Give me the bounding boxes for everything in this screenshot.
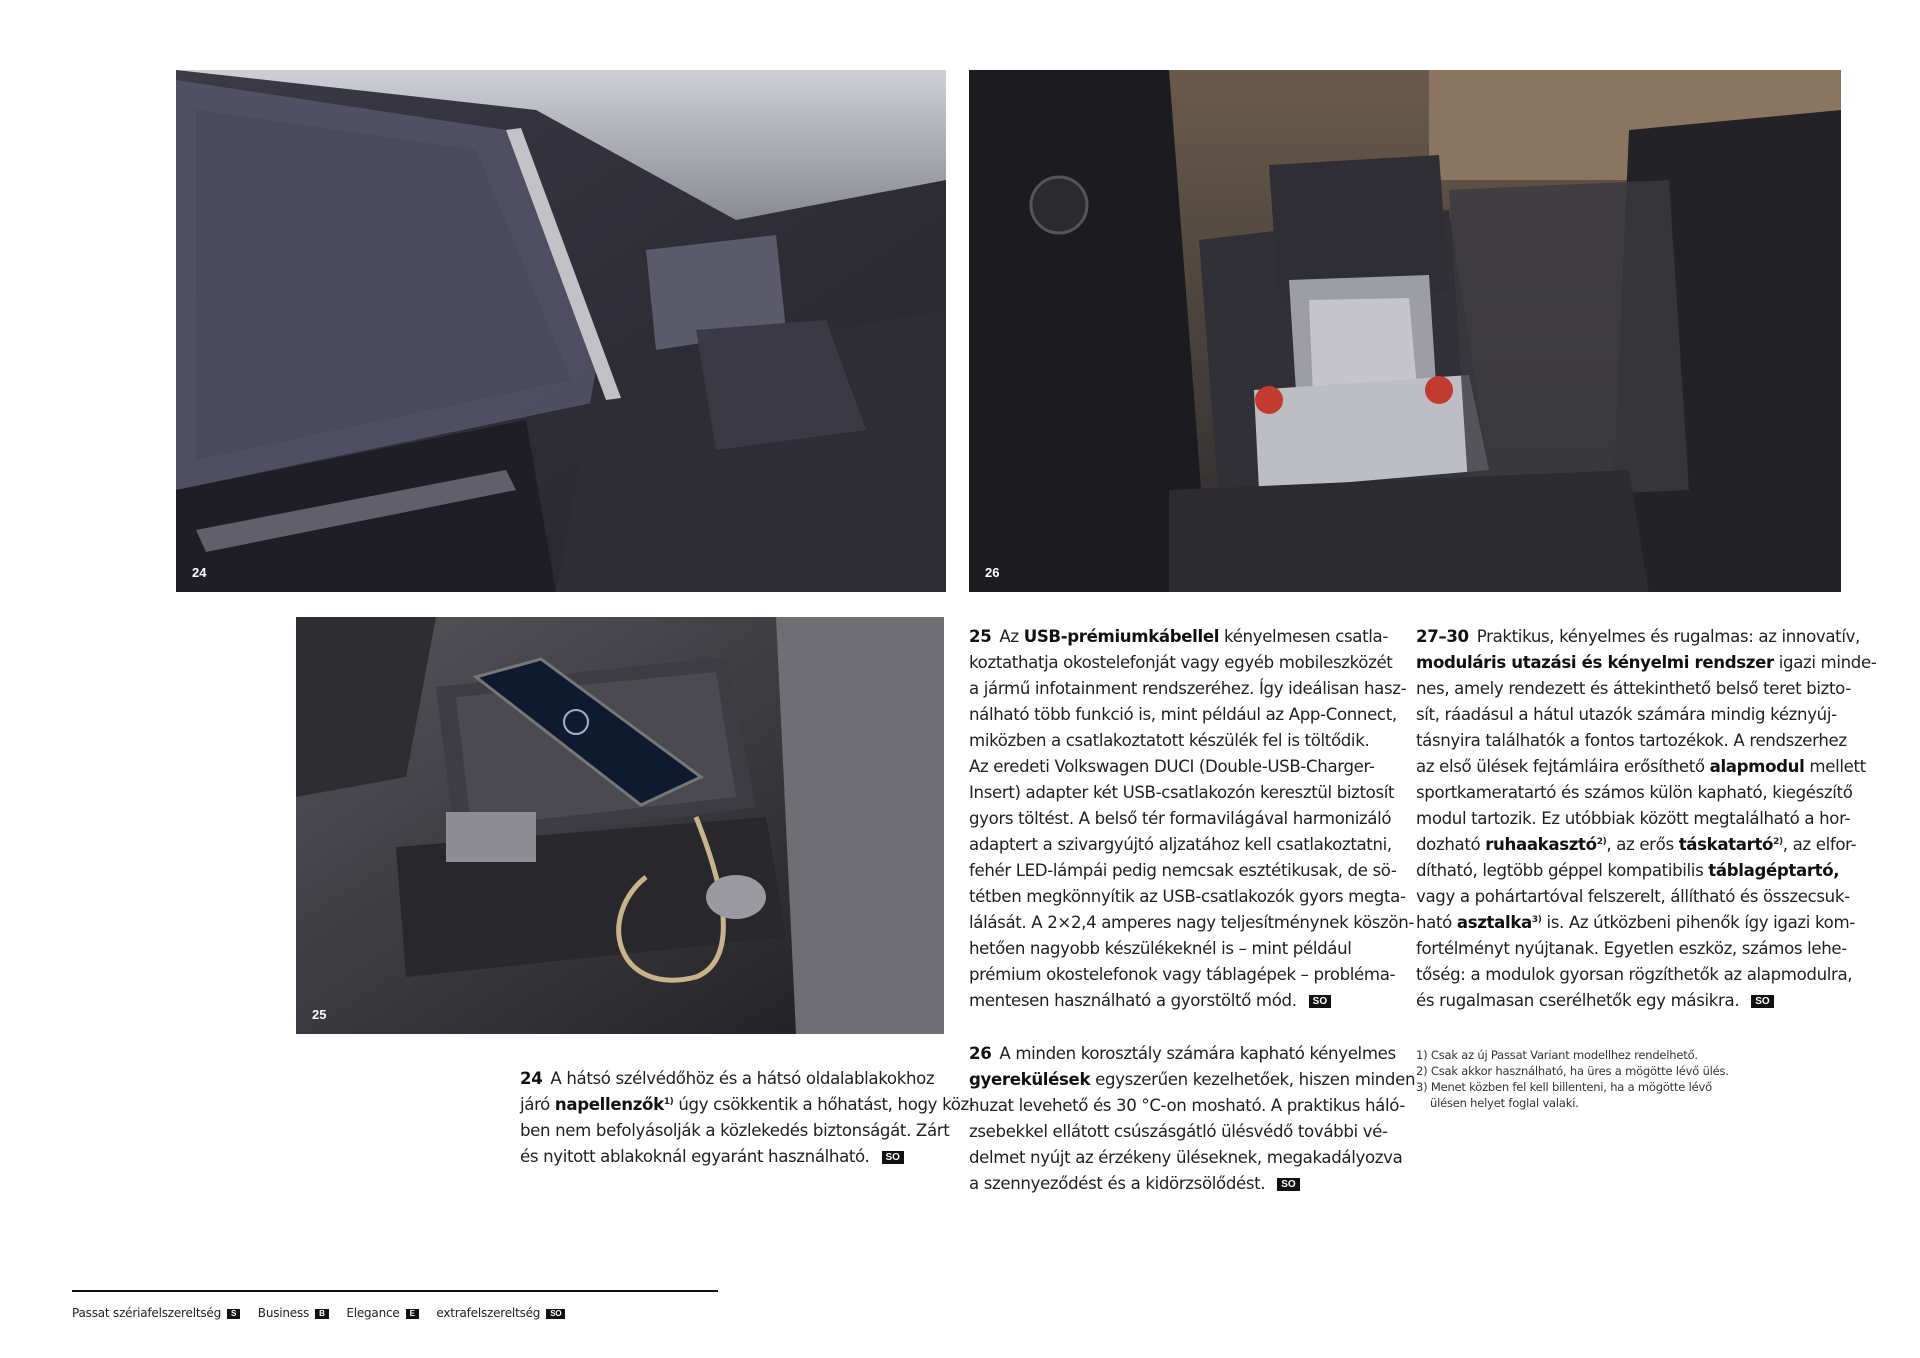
- caption-line: huzat levehető és 30 °C-on mosható. A praktikus háló-: [969, 1096, 1406, 1115]
- so-badge: SO: [1277, 1178, 1299, 1191]
- bold-term: alapmodul: [1709, 757, 1805, 776]
- caption-line: ben nem befolyásolják a közlekedés biztonságát. Zárt: [520, 1121, 950, 1140]
- photo-24-illustration: [176, 70, 946, 592]
- legend-item-standard: [72, 1306, 240, 1320]
- legend-item-elegance: [346, 1306, 418, 1320]
- caption-line: tőség: a modulok gyorsan rögzíthetők az alapmodulra,: [1416, 965, 1853, 984]
- footnote-3: 3) Menet közben fel kell billenteni, ha a mögötte lévő: [1416, 1080, 1712, 1094]
- photo-24-number: 24: [192, 565, 207, 580]
- caption-line: gyerekülések egyszerűen kezelhetőek, hiszen minden: [969, 1070, 1416, 1089]
- legend-label: Business: [257, 1306, 310, 1320]
- caption-24: [520, 1066, 975, 1170]
- caption-line: modul tartozik. Ez utóbbiak között megtalálható a hor-: [1416, 809, 1851, 828]
- caption-line: miközben a csatlakoztatott készülék fel is töltődik.: [969, 731, 1370, 750]
- caption-number: 25: [969, 627, 992, 646]
- caption-line: 25 Az USB-prémiumkábellel kényelmesen csatla-: [969, 627, 1388, 646]
- caption-25: [969, 624, 1415, 1014]
- caption-26: [969, 1041, 1416, 1197]
- caption-line: az első ülések fejtámláira erősíthető alapmodul mellett: [1416, 757, 1866, 776]
- caption-line: Insert) adapter két USB-csatlakozón keresztül biztosít: [969, 783, 1395, 802]
- caption-line: moduláris utazási és kényelmi rendszer igazi minde-: [1416, 653, 1877, 672]
- caption-number: 27–30: [1416, 627, 1469, 646]
- legend-badge: S: [227, 1309, 240, 1319]
- bold-term: USB-prémiumkábellel: [1023, 627, 1220, 646]
- bold-term: gyerekülések: [969, 1070, 1091, 1089]
- caption-line: járó napellenzők$^{1)}$ úgy csökkentik a hőhatást, hogy köz-: [520, 1095, 975, 1114]
- photo-26-number: 26: [985, 565, 1000, 580]
- legend-badge: B: [315, 1309, 329, 1319]
- legend-label: Elegance: [346, 1306, 400, 1320]
- footnote-ref: 2): [1596, 837, 1607, 847]
- bold-term: napellenzők: [554, 1095, 664, 1114]
- footer-rule: [72, 1290, 718, 1292]
- footnotes: [1416, 1047, 1846, 1111]
- caption-line: zsebekkel ellátott csúszásgátló ülésvédő további vé-: [969, 1122, 1388, 1141]
- legend-label: extrafelszereltség: [436, 1306, 541, 1320]
- so-badge: SO: [1751, 995, 1773, 1008]
- legend-badge: E: [406, 1309, 419, 1319]
- footnote-2: 2) Csak akkor használható, ha üres a mögötte lévő ülés.: [1416, 1064, 1729, 1078]
- photo-25-illustration: [296, 617, 944, 1034]
- caption-line: nálható több funkció is, mint például az App-Connect,: [969, 705, 1397, 724]
- so-badge: SO: [1309, 995, 1331, 1008]
- caption-line: vagy a pohártartóval felszerelt, állítható és összecsuk-: [1416, 887, 1850, 906]
- caption-line: sít, ráadásul a hátul utazók számára mindig kéznyúj-: [1416, 705, 1837, 724]
- photo-25-usb-phone: [296, 617, 944, 1034]
- bold-term: moduláris utazási és kényelmi rendszer: [1416, 653, 1774, 672]
- caption-line: gyors töltést. A belső tér formavilágával harmonizáló: [969, 809, 1392, 828]
- bold-term: ruhaakasztó: [1485, 835, 1597, 854]
- caption-line: fehér LED-lámpái pedig nemcsak esztétikusak, de sö-: [969, 861, 1397, 880]
- caption-number: 24: [520, 1069, 543, 1088]
- caption-line: adaptert a szivargyújtó aljzatához kell csatlakoztatni,: [969, 835, 1392, 854]
- caption-line: 27–30 Praktikus, kényelmes és rugalmas: az innovatív,: [1416, 627, 1860, 646]
- so-badge: SO: [882, 1151, 904, 1164]
- caption-line: koztathatja okostelefonját vagy egyéb mobileszközét: [969, 653, 1393, 672]
- caption-line: és nyitott ablakoknál egyaránt használható. SO: [520, 1144, 950, 1170]
- footnote-ref: 1): [663, 1097, 674, 1107]
- caption-line: prémium okostelefonok vagy táblagépek – probléma-: [969, 965, 1396, 984]
- caption-line: delmet nyújt az érzékeny üléseknek, megakadályozva: [969, 1148, 1403, 1167]
- bold-term: táblagéptartó,: [1708, 861, 1840, 880]
- caption-line: ható asztalka$^{3)}$ is. Az útközbeni pihenők így igazi kom-: [1416, 913, 1855, 932]
- caption-line: Az eredeti Volkswagen DUCI (Double-USB-Charger-: [969, 757, 1375, 776]
- caption-line: dozható ruhaakasztó$^{2)}$, az erős táskatartó$^{2)}$, az elfor-: [1416, 835, 1857, 854]
- caption-line: és rugalmasan cserélhetők egy másikra. SO: [1416, 988, 1846, 1014]
- caption-line: fortélményt nyújtanak. Egyetlen eszköz, számos lehe-: [1416, 939, 1847, 958]
- footnote-1: 1) Csak az új Passat Variant modellhez rendelhető.: [1416, 1048, 1698, 1062]
- bold-term: táskatartó: [1678, 835, 1774, 854]
- photo-26-child-seat: [969, 70, 1841, 592]
- legend-item-extra: [436, 1306, 565, 1320]
- caption-line: dítható, legtöbb géppel kompatibilis táblagéptartó,: [1416, 861, 1840, 880]
- caption-line: mentesen használható a gyorstöltő mód. SO: [969, 988, 1399, 1014]
- legend-badge: SO: [546, 1309, 565, 1319]
- footnote-ref: 3): [1531, 915, 1542, 925]
- footnote-ref: 2): [1773, 837, 1783, 847]
- legend-item-business: [258, 1306, 329, 1320]
- caption-line: lálását. A 2×2,4 amperes nagy teljesítménynek köszön-: [969, 913, 1415, 932]
- caption-line: nes, amely rendezett és áttekinthető belső teret bizto-: [1416, 679, 1851, 698]
- caption-line: tétben megkönnyítik az USB-csatlakozók gyors megta-: [969, 887, 1406, 906]
- bold-term: asztalka: [1456, 913, 1532, 932]
- caption-27-30: [1416, 624, 1877, 1014]
- photo-25-number: 25: [312, 1007, 327, 1022]
- photo-24-window-shade: [176, 70, 946, 592]
- footnote-3-continued: ülésen helyet foglal valaki.: [1430, 1096, 1579, 1110]
- photo-26-illustration: [969, 70, 1841, 592]
- caption-line: a jármű infotainment rendszeréhez. Így ideálisan hasz-: [969, 679, 1407, 698]
- caption-line: a szennyeződést és a kidörzsölődést. SO: [969, 1171, 1399, 1197]
- caption-line: tásnyira találhatók a fontos tartozékok. A rendszerhez: [1416, 731, 1847, 750]
- caption-line: 24 A hátsó szélvédőhöz és a hátsó oldalablakokhoz: [520, 1069, 935, 1088]
- caption-line: 26 A minden korosztály számára kapható kényelmes: [969, 1044, 1396, 1063]
- caption-line: sportkameratartó és számos külön kapható, kiegészítő: [1416, 783, 1853, 802]
- footer-legend: [72, 1306, 579, 1320]
- caption-line: hetően nagyobb készülékeknél is – mint például: [969, 939, 1352, 958]
- caption-number: 26: [969, 1044, 992, 1063]
- legend-label: Passat szériafelszereltség: [72, 1306, 222, 1320]
